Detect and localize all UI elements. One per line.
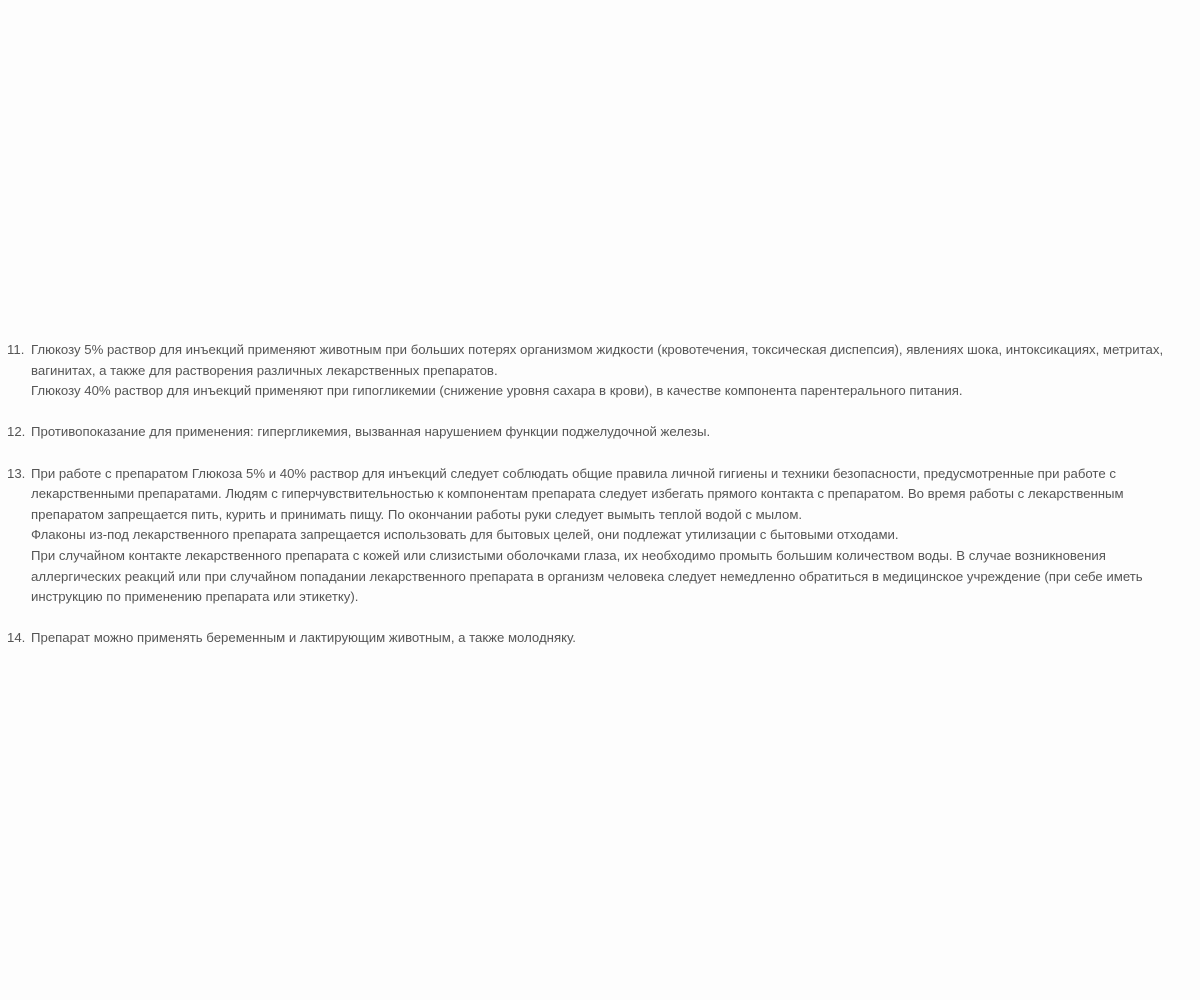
item-paragraph: Глюкозу 5% раствор для инъекций применяют животным при больших потерях организмом жидкости (кровотечения, токсическая диспепсия), явлениях шока, интоксикациях, метритах, вагинитах, а также для растворения различных лекарственных препаратов.: [31, 342, 1164, 378]
item-paragraph: При случайном контакте лекарственного препарата с кожей или слизистыми оболочками глаза, их необходимо промыть большим количеством воды. В случае возникновения аллергических реакций или при случайном попадании лекарственного препарата в организм человека следует немедленно обратиться в медицинское учреждение (при себе иметь инструкцию по применению препарата или этикетку).: [31, 547, 1143, 605]
list-item-14: [0, 628, 1200, 649]
item-number: 14.: [7, 630, 26, 646]
item-number: 11.: [7, 342, 25, 357]
item-number: 12.: [7, 424, 26, 440]
list-item-13: [0, 464, 1200, 608]
item-number: 13.: [7, 465, 26, 481]
item-paragraph: При работе с препаратом Глюкоза 5% и 40% раствор для инъекций следует соблюдать общие правила личной гигиены и техники безопасности, предусмотренные при работе с лекарственными препаратами. Людям с гиперчувствительностью к компонентам препарата следует избегать прямого контакта с препаратом. Во время работы с лекарственным препаратом запрещается пить, курить и принимать пищу. По окончании работы руки следует вымыть теплой водой с мылом.: [31, 465, 1124, 522]
item-paragraph: Противопоказание для применения: гипергликемия, вызванная нарушением функции поджелудочной железы.: [31, 424, 711, 440]
instruction-list: [0, 340, 1200, 670]
item-paragraph: Глюкозу 40% раствор для инъекций применяют при гипогликемии (снижение уровня сахара в крови), в качестве компонента парентерального питания.: [31, 383, 963, 399]
item-paragraph: Препарат можно применять беременным и лактирующим животным, а также молодняку.: [31, 630, 576, 646]
list-item-12: [0, 422, 1200, 443]
item-paragraph: Флаконы из-под лекарственного препарата запрещается использовать для бытовых целей, они подлежат утилизации с бытовыми отходами.: [31, 527, 899, 543]
list-item-11: [0, 340, 1200, 402]
